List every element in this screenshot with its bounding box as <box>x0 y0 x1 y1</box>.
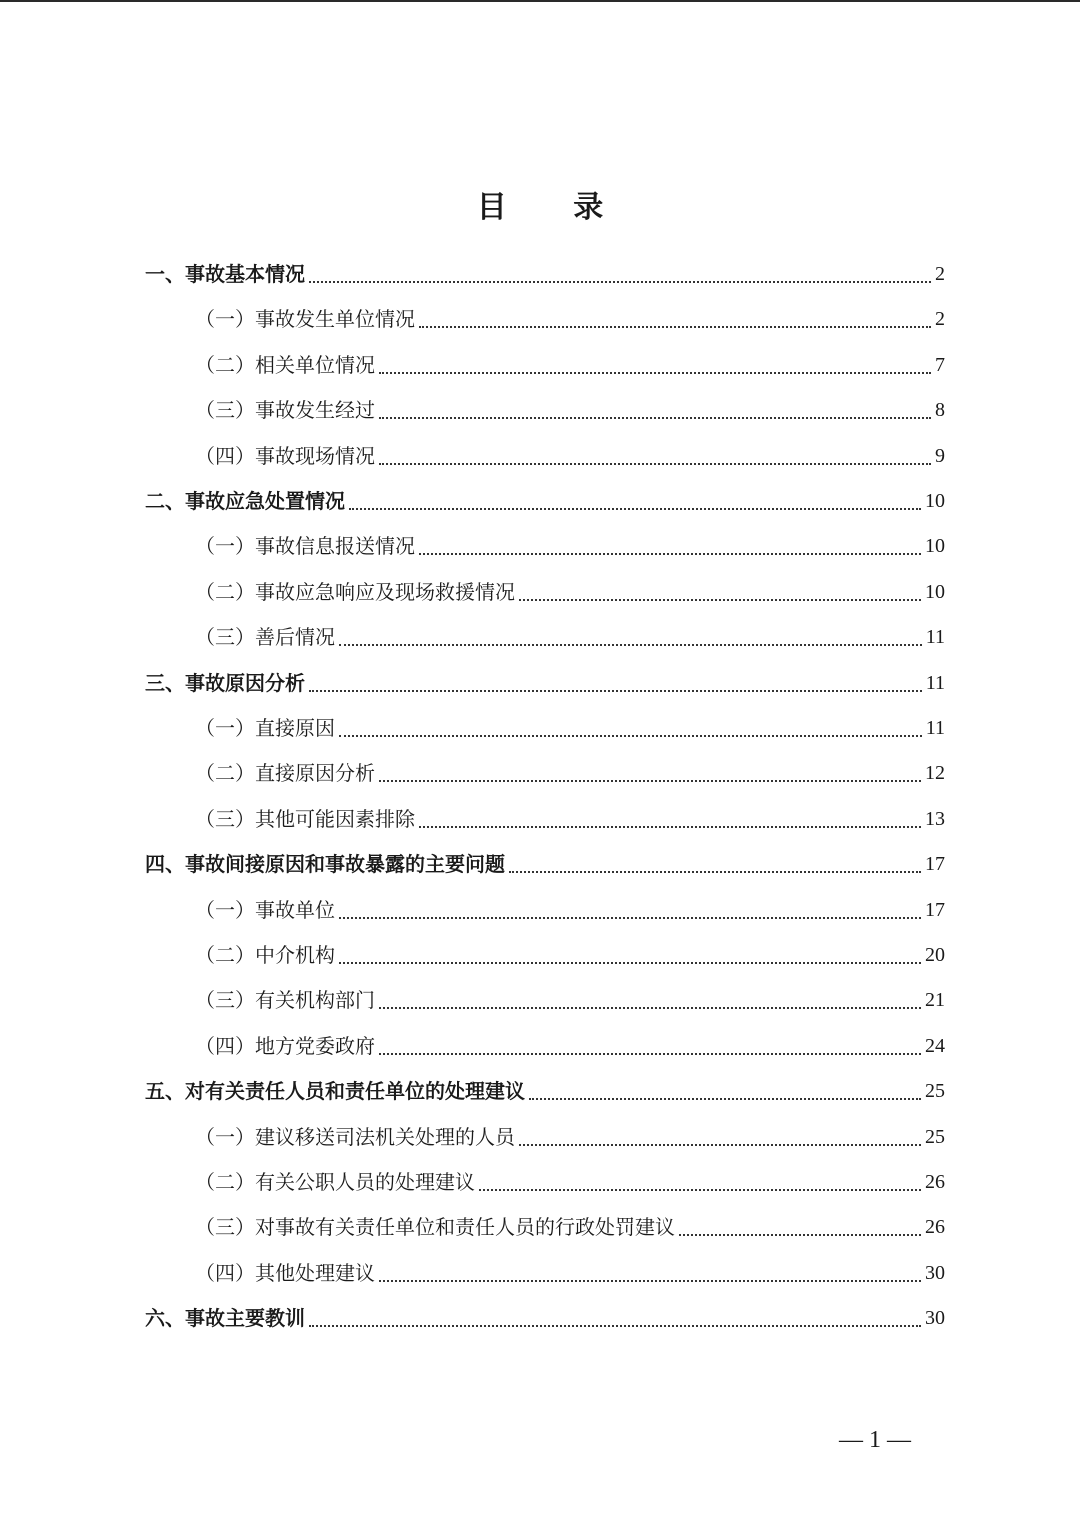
toc-section-entry[interactable] <box>195 1117 945 1157</box>
toc-entry-page-number: 17 <box>925 853 945 876</box>
toc-entry-page-number: 10 <box>925 490 945 512</box>
toc-entry-page-number: 11 <box>925 717 945 739</box>
toc-entry-label: （一）事故单位 <box>195 897 335 922</box>
toc-entry-page-number: 25 <box>925 1125 945 1148</box>
toc-section-entry[interactable] <box>195 980 945 1020</box>
toc-entry-label: 四、事故间接原因和事故暴露的主要问题 <box>145 852 505 877</box>
toc-section-entry[interactable] <box>195 390 945 430</box>
toc-entry-page-number: 9 <box>935 444 945 467</box>
toc-chapter-entry[interactable] <box>145 844 945 884</box>
toc-section-entry[interactable] <box>195 526 945 566</box>
toc-dot-leader <box>309 281 931 283</box>
toc-section-entry[interactable] <box>195 1026 945 1066</box>
toc-entry-label: 六、事故主要教训 <box>145 1306 305 1331</box>
toc-entry-label: 三、事故原因分析 <box>145 670 305 695</box>
toc-entry-page-number: 8 <box>935 399 945 422</box>
toc-section-entry[interactable] <box>195 1207 945 1247</box>
toc-dot-leader <box>349 508 921 510</box>
toc-section-entry[interactable] <box>195 799 945 839</box>
toc-dot-leader <box>309 1325 921 1327</box>
toc-dot-leader <box>509 871 921 873</box>
toc-section-entry[interactable] <box>195 436 945 476</box>
toc-entry-page-number: 11 <box>925 671 945 694</box>
toc-entry-page-number: 30 <box>925 1261 945 1284</box>
toc-entry-label: 五、对有关责任人员和责任单位的处理建议 <box>145 1079 525 1104</box>
toc-dot-leader <box>419 553 921 555</box>
toc-entry-label: （一）事故信息报送情况 <box>195 534 415 559</box>
toc-entry-page-number: 26 <box>925 1171 945 1193</box>
toc-entry-label: （四）事故现场情况 <box>195 443 375 468</box>
toc-dot-leader <box>379 1007 921 1009</box>
toc-section-entry[interactable] <box>195 935 945 975</box>
toc-entry-label: （三）对事故有关责任单位和责任人员的行政处罚建议 <box>195 1215 675 1240</box>
toc-entry-page-number: 10 <box>925 535 945 558</box>
toc-dot-leader <box>379 1053 921 1055</box>
toc-dot-leader <box>379 417 931 419</box>
toc-entry-page-number: 30 <box>925 1307 945 1330</box>
toc-dot-leader <box>529 1098 921 1100</box>
toc-entry-page-number: 20 <box>925 944 945 966</box>
toc-section-entry[interactable] <box>195 753 945 793</box>
toc-dot-leader <box>379 780 921 782</box>
toc-section-entry[interactable] <box>195 617 945 657</box>
toc-chapter-entry[interactable] <box>145 1298 945 1338</box>
toc-entry-label: （三）其他可能因素排除 <box>195 806 415 831</box>
page-title: 目 录 <box>476 190 632 225</box>
toc-dot-leader <box>339 735 922 737</box>
toc-dot-leader <box>519 1144 921 1146</box>
toc-dot-leader <box>419 326 931 328</box>
toc-entry-label: （二）事故应急响应及现场救援情况 <box>195 579 515 604</box>
toc-section-entry[interactable] <box>195 299 945 339</box>
toc-entry-page-number: 12 <box>925 762 945 785</box>
toc-section-entry[interactable] <box>195 345 945 385</box>
toc-entry-page-number: 2 <box>935 263 945 285</box>
toc-entry-label: （二）直接原因分析 <box>195 761 375 786</box>
toc-entry-page-number: 26 <box>925 1216 945 1239</box>
toc-dot-leader <box>379 1280 921 1282</box>
toc-entry-page-number: 10 <box>925 580 945 603</box>
toc-entry-label: （二）有关公职人员的处理建议 <box>195 1170 475 1194</box>
toc-entry-label: （一）建议移送司法机关处理的人员 <box>195 1124 515 1149</box>
toc-entry-label: （四）地方党委政府 <box>195 1033 375 1058</box>
toc-dot-leader <box>379 463 931 465</box>
toc-entry-label: （四）其他处理建议 <box>195 1260 375 1285</box>
toc-dot-leader <box>339 962 921 964</box>
toc-entry-label: （三）有关机构部门 <box>195 988 375 1013</box>
toc-entry-label: 一、事故基本情况 <box>145 262 305 286</box>
toc-chapter-entry[interactable] <box>145 1071 945 1111</box>
toc-entry-page-number: 25 <box>925 1080 945 1103</box>
toc-dot-leader <box>339 644 922 646</box>
toc-dot-leader <box>519 599 921 601</box>
page-number: — 1 — <box>839 1427 911 1453</box>
toc-entry-page-number: 2 <box>935 308 945 331</box>
toc-section-entry[interactable] <box>195 890 945 930</box>
toc-dot-leader <box>339 917 921 919</box>
toc-chapter-entry[interactable] <box>145 663 945 703</box>
toc-dot-leader <box>479 1189 921 1191</box>
toc-section-entry[interactable] <box>195 572 945 612</box>
toc-dot-leader <box>679 1234 921 1236</box>
toc-entry-page-number: 17 <box>925 898 945 921</box>
toc-section-entry[interactable] <box>195 1162 945 1202</box>
toc-entry-label: （三）事故发生经过 <box>195 398 375 423</box>
page-top-border <box>0 0 1080 2</box>
toc-section-entry[interactable] <box>195 708 945 748</box>
toc-section-entry[interactable] <box>195 1253 945 1293</box>
toc-chapter-entry[interactable] <box>145 254 945 294</box>
toc-entry-page-number: 13 <box>925 807 945 830</box>
toc-entry-page-number: 11 <box>925 626 945 649</box>
toc-dot-leader <box>379 372 931 374</box>
toc-entry-label: （一）直接原因 <box>195 716 335 740</box>
toc-entry-label: （三）善后情况 <box>195 625 335 650</box>
toc-chapter-entry[interactable] <box>145 481 945 521</box>
toc-entry-label: （二）相关单位情况 <box>195 352 375 377</box>
toc-dot-leader <box>309 690 922 692</box>
toc-entry-label: （二）中介机构 <box>195 943 335 967</box>
toc-entry-page-number: 24 <box>925 1034 945 1057</box>
toc-dot-leader <box>419 826 921 828</box>
toc-entry-label: 二、事故应急处置情况 <box>145 489 345 513</box>
toc-entry-page-number: 21 <box>925 989 945 1012</box>
toc-entry-label: （一）事故发生单位情况 <box>195 307 415 332</box>
toc-entry-page-number: 7 <box>935 353 945 376</box>
